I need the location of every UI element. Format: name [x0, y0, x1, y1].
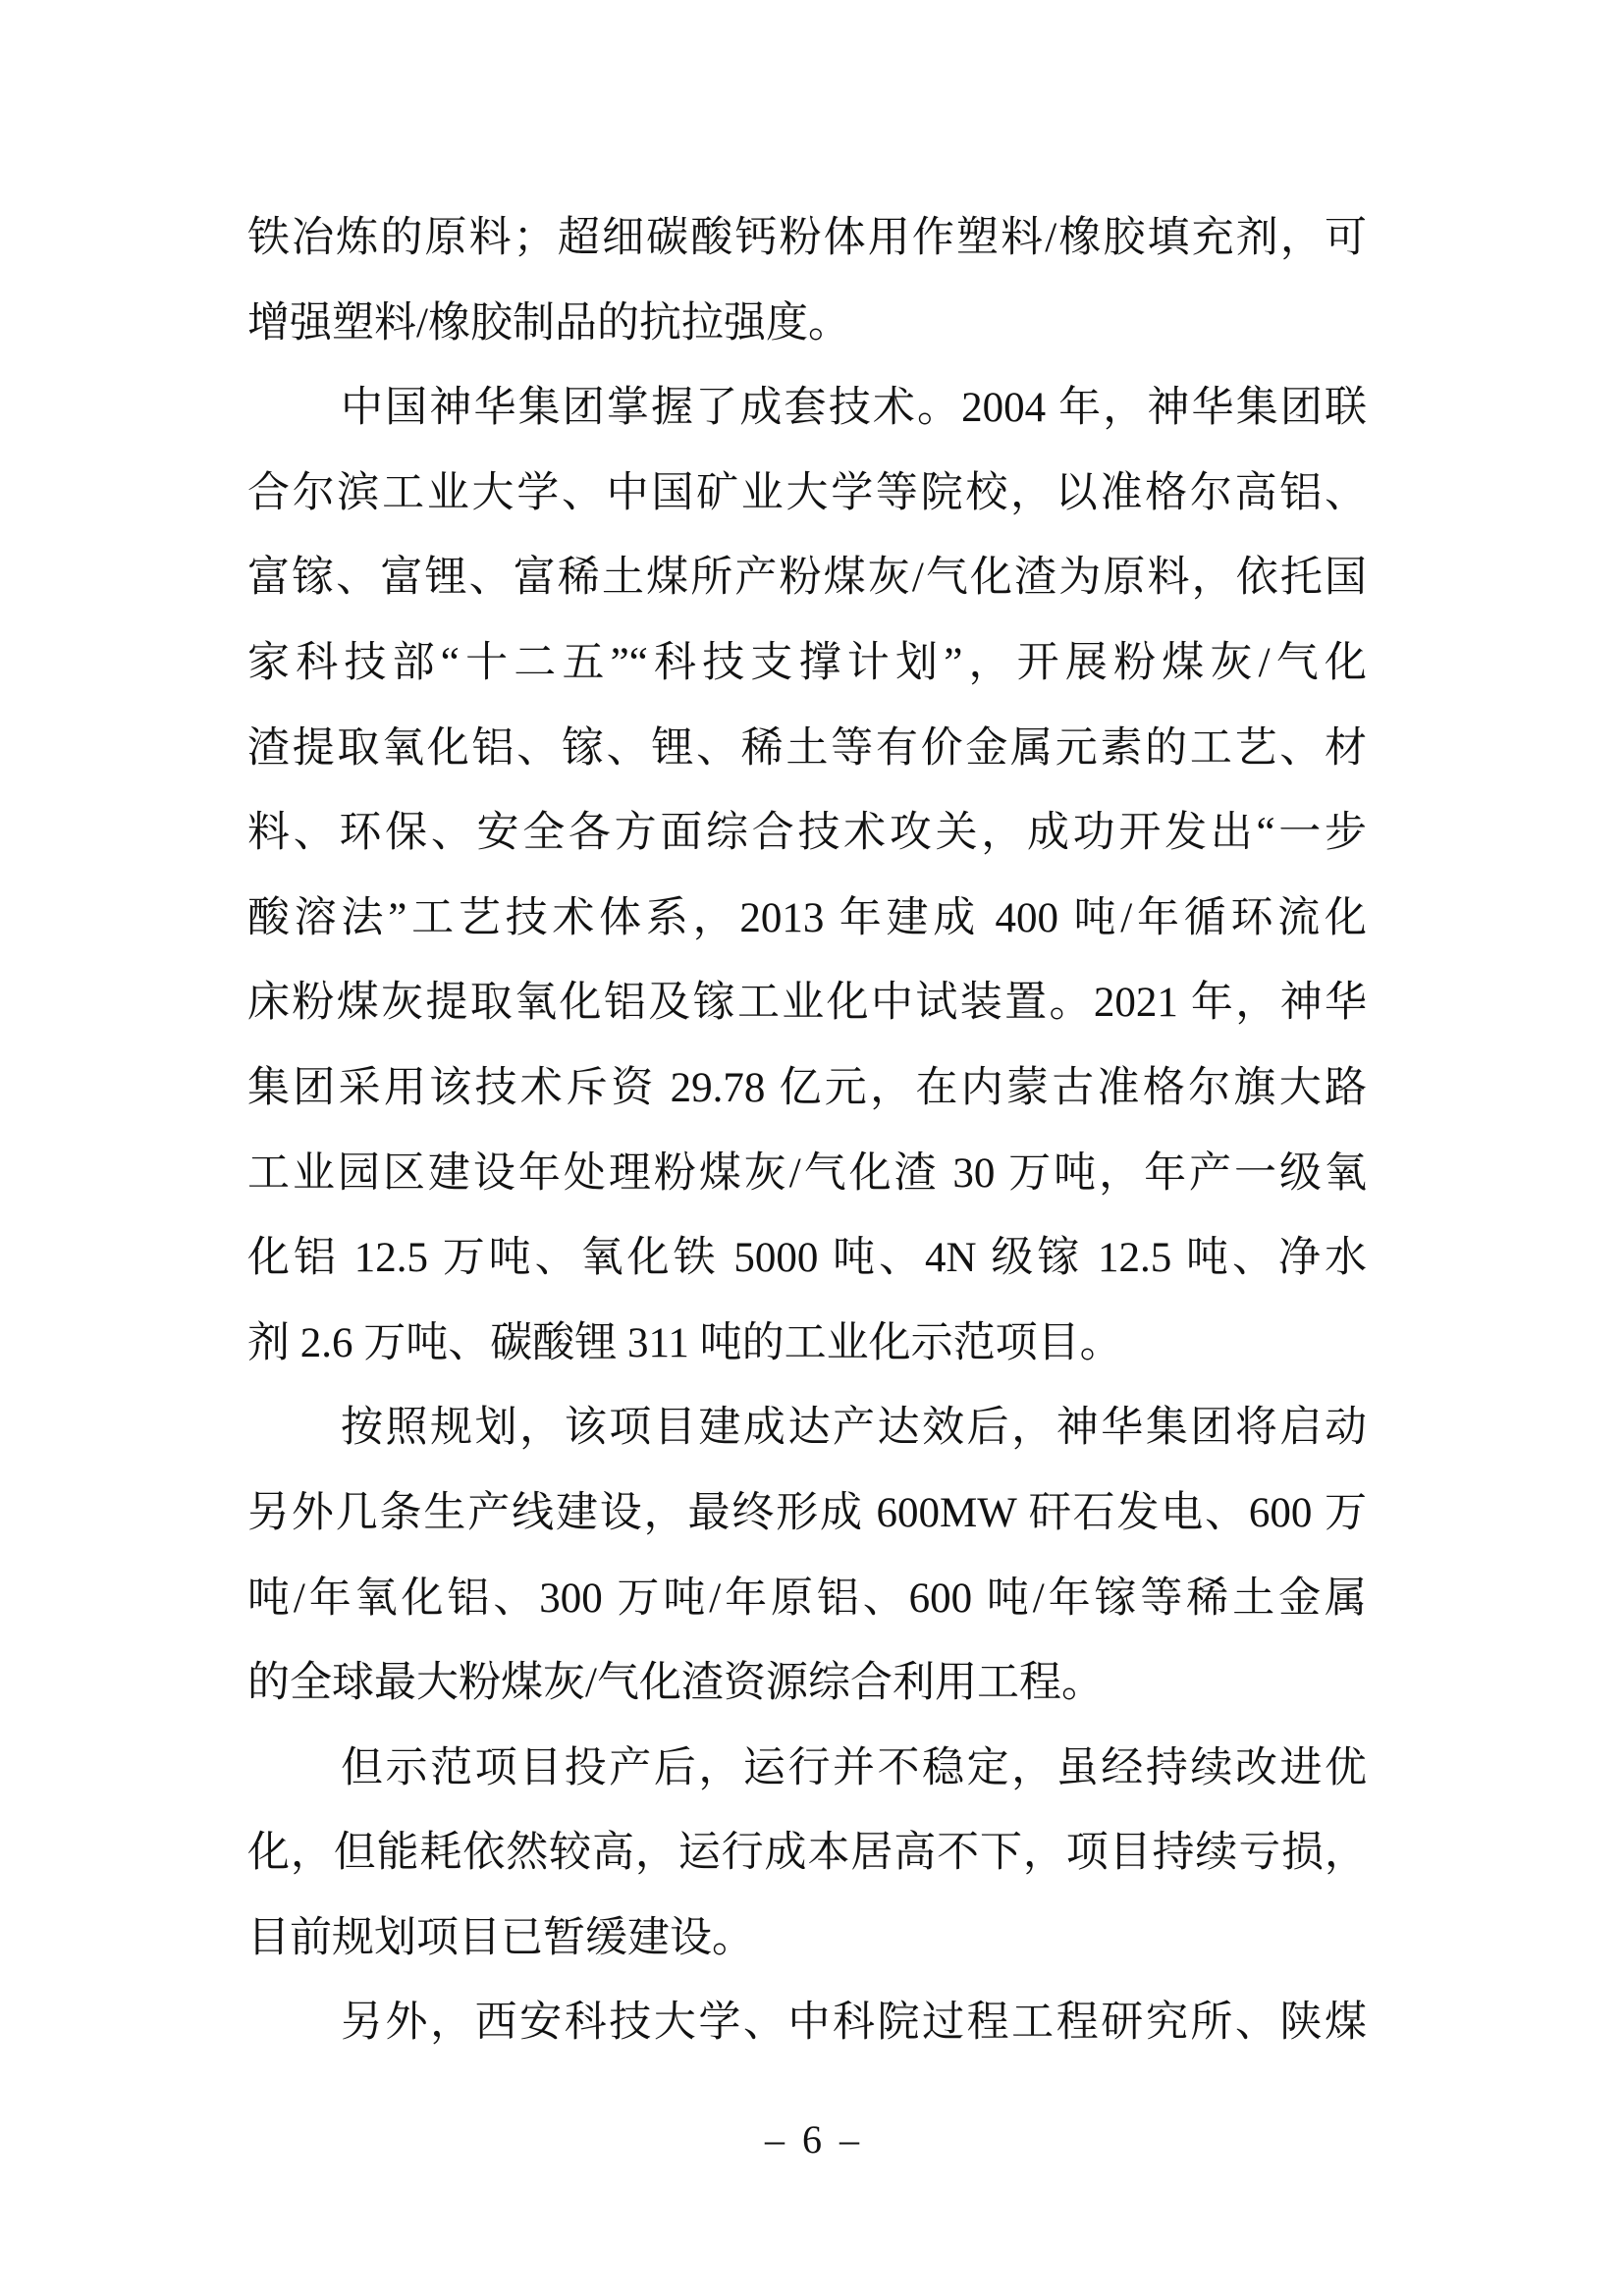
text-line: 富镓、富锂、富稀土煤所产粉煤灰/气化渣为原料，依托国: [247, 555, 1367, 602]
text-line: 工业园区建设年处理粉煤灰/气化渣 30 万吨，年产一级氧: [247, 1149, 1367, 1197]
text-line: 料、环保、安全各方面综合技术攻关，成功开发出“一步: [247, 810, 1367, 857]
page-number: – 6 –: [765, 2117, 859, 2162]
text-line: 另外几条生产线建设，最终形成 600MW 矸石发电、600 万: [247, 1489, 1367, 1536]
text-line: 集团采用该技术斥资 29.78 亿元，在内蒙古准格尔旗大路: [247, 1064, 1367, 1111]
text-line: 化铝 12.5 万吨、氧化铁 5000 吨、4N 级镓 12.5 吨、净水: [247, 1235, 1367, 1282]
text-line: 另外，西安科技大学、中科院过程工程研究所、陕煤: [341, 2000, 1367, 2047]
text-line: 合尔滨工业大学、中国矿业大学等院校，以准格尔高铝、: [247, 469, 1367, 516]
text-line: 中国神华集团掌握了成套技术。2004 年，神华集团联: [341, 385, 1367, 432]
text-line: 化，但能耗依然较高，运行成本居高不下，项目持续亏损，: [247, 1830, 1367, 1877]
text-line: 目前规划项目已暂缓建设。: [247, 1914, 754, 1961]
text-line: 渣提取氧化铝、镓、锂、稀土等有价金属元素的工艺、材: [247, 724, 1367, 772]
text-line: 酸溶法”工艺技术体系，2013 年建成 400 吨/年循环流化: [247, 894, 1367, 941]
text-line: 家科技部“十二五”“科技支撑计划”，开展粉煤灰/气化: [247, 639, 1367, 686]
text-line: 剂 2.6 万吨、碳酸锂 311 吨的工业化示范项目。: [247, 1319, 1122, 1366]
text-line: 床粉煤灰提取氧化铝及镓工业化中试装置。2021 年，神华: [247, 980, 1367, 1027]
text-line: 的全球最大粉煤灰/气化渣资源综合利用工程。: [247, 1660, 1104, 1707]
text-body: [247, 196, 1367, 2066]
text-line: 按照规划，该项目建成达产达效后，神华集团将启动: [341, 1405, 1367, 1452]
text-line: 增强塑料/橡胶制品的抗拉强度。: [247, 299, 850, 347]
text-line: 铁冶炼的原料；超细碳酸钙粉体用作塑料/橡胶填充剂，可: [247, 215, 1367, 261]
text-line: 吨/年氧化铝、300 万吨/年原铝、600 吨/年镓等稀土金属: [247, 1575, 1367, 1622]
text-line: 但示范项目投产后，运行并不稳定，虽经持续改进优: [341, 1744, 1367, 1791]
